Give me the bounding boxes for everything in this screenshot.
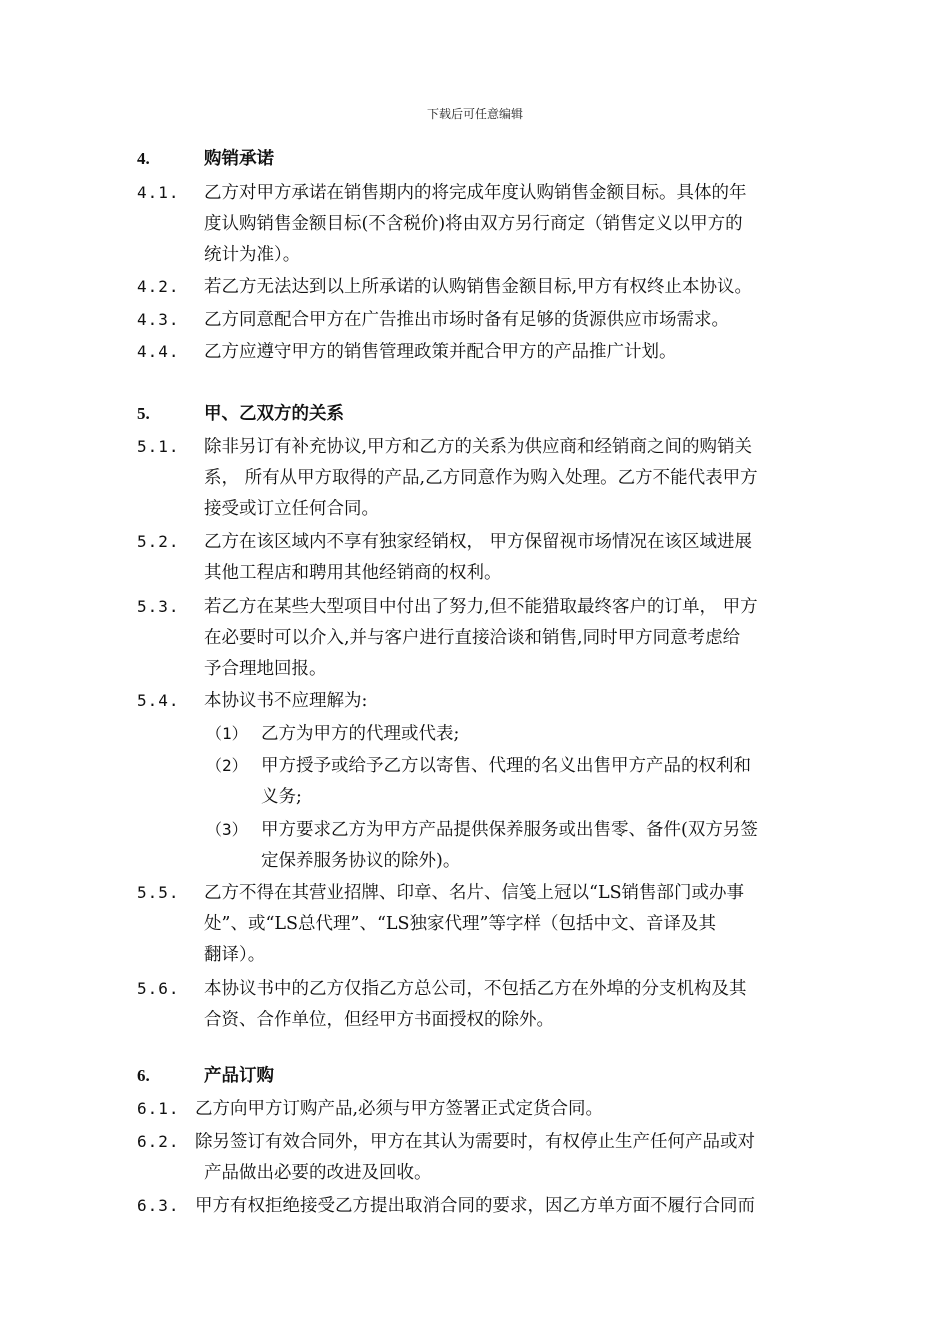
- clause-number: 4.4.: [137, 342, 180, 361]
- clause-number: 5.1.: [137, 437, 180, 456]
- clause-number: 4.1.: [137, 183, 180, 202]
- clause-text: 系， 所有从甲方取得的产品,乙方同意作为购入处理。乙方不能代表甲方: [204, 468, 758, 488]
- clause-text: 乙方不得在其营业招牌、印章、名片、信笺上冠以“LS销售部门或办事: [204, 883, 745, 903]
- clause-text: 乙方对甲方承诺在销售期内的将完成年度认购销售金额目标。具体的年: [204, 183, 747, 203]
- clause-number: 6.3.: [137, 1196, 180, 1215]
- clause-text: 合资、合作单位，但经甲方书面授权的除外。: [204, 1010, 554, 1030]
- clause-number: 6.2.: [137, 1132, 180, 1151]
- clause-text: 乙方应遵守甲方的销售管理政策并配合甲方的产品推广计划。: [204, 342, 677, 362]
- clause-text: 除另签订有效合同外，甲方在其认为需要时，有权停止生产任何产品或对: [195, 1132, 755, 1152]
- section-title: 产品订购: [204, 1066, 274, 1086]
- subclause-number: （3）: [206, 820, 248, 839]
- clause-text: 若乙方无法达到以上所承诺的认购销售金额目标,甲方有权终止本协议。: [204, 277, 753, 297]
- section-number: 5.: [137, 404, 150, 423]
- clause-number: 4.3.: [137, 310, 180, 329]
- clause-text: 予合理地回报。: [204, 659, 327, 679]
- clause-number: 5.3.: [137, 597, 180, 616]
- clause-text: 统计为准）。: [204, 245, 301, 265]
- section-title: 购销承诺: [204, 149, 274, 169]
- clause-text: 本协议书不应理解为:: [204, 691, 368, 711]
- clause-text: 乙方在该区域内不享有独家经销权， 甲方保留视市场情况在该区域进展: [204, 532, 753, 552]
- clause-text: 产品做出必要的改进及回收。: [204, 1163, 432, 1183]
- subclause-number: （2）: [206, 756, 248, 775]
- clause-text: 处”、或“LS总代理”、“LS独家代理”等字样（包括中文、音译及其: [204, 914, 716, 934]
- clause-text: 乙方同意配合甲方在广告推出市场时备有足够的货源供应市场需求。: [204, 310, 729, 330]
- clause-text: 其他工程店和聘用其他经销商的权利。: [204, 563, 502, 583]
- clause-number: 5.5.: [137, 883, 180, 902]
- clause-text: 度认购销售金额目标(不含税价)将由双方另行商定（销售定义以甲方的: [204, 214, 743, 234]
- clause-text: 乙方向甲方订购产品,必须与甲方签署正式定货合同。: [195, 1099, 604, 1119]
- clause-text: 在必要时可以介入,并与客户进行直接洽谈和销售,同时甲方同意考虑给: [204, 628, 741, 648]
- subclause-text: 甲方授予或给予乙方以寄售、代理的名义出售甲方产品的权利和: [261, 756, 751, 776]
- clause-text: 甲方有权拒绝接受乙方提出取消合同的要求，因乙方单方面不履行合同而: [195, 1196, 755, 1216]
- subclause-text: 定保养服务协议的除外)。: [261, 851, 461, 871]
- clause-text: 翻译）。: [204, 945, 266, 965]
- subclause-text: 义务;: [261, 787, 302, 807]
- clause-number: 6.1.: [137, 1099, 180, 1118]
- clause-number: 5.6.: [137, 979, 180, 998]
- subclause-text: 乙方为甲方的代理或代表;: [261, 724, 460, 744]
- clause-number: 5.2.: [137, 532, 180, 551]
- page-header: 下载后可任意编辑: [426, 107, 523, 121]
- clause-text: 本协议书中的乙方仅指乙方总公司，不包括乙方在外埠的分支机构及其: [204, 979, 747, 999]
- clause-number: 5.4.: [137, 691, 180, 710]
- section-number: 4.: [137, 149, 150, 168]
- section-title: 甲、乙双方的关系: [204, 404, 344, 424]
- subclause-text: 甲方要求乙方为甲方产品提供保养服务或出售零、备件(双方另签: [261, 820, 758, 840]
- section-number: 6.: [137, 1066, 150, 1085]
- clause-text: 接受或订立任何合同。: [204, 499, 379, 519]
- clause-number: 4.2.: [137, 277, 180, 296]
- subclause-number: （1）: [206, 724, 248, 743]
- clause-text: 若乙方在某些大型项目中付出了努力,但不能猎取最终客户的订单， 甲方: [204, 597, 758, 617]
- clause-text: 除非另订有补充协议,甲方和乙方的关系为供应商和经销商之间的购销关: [204, 437, 753, 457]
